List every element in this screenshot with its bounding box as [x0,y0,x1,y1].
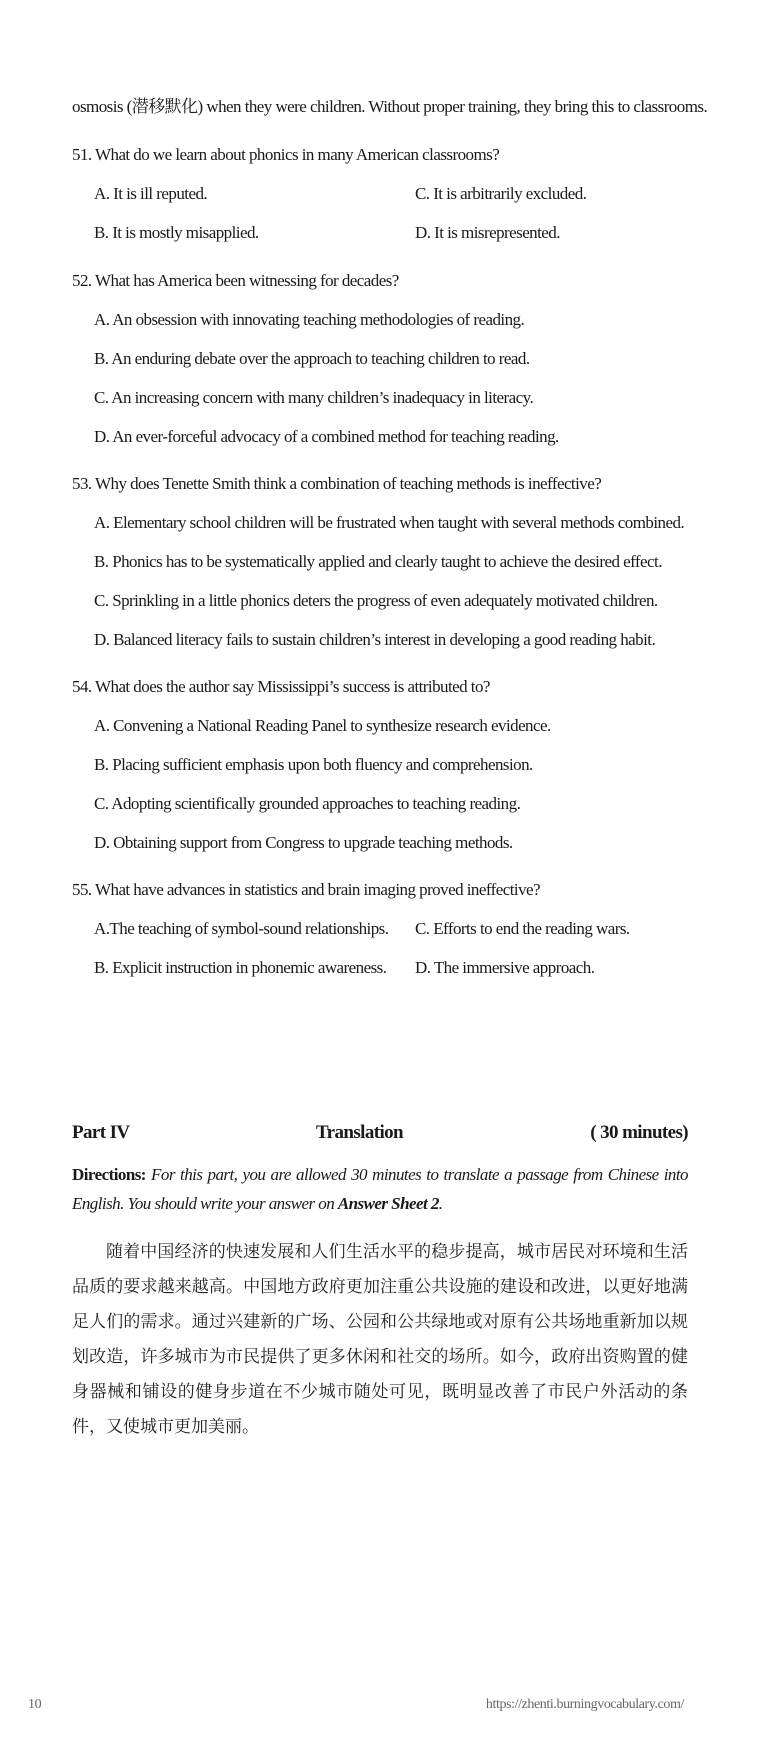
question-51-option-a[interactable]: A. It is ill reputed. [94,184,208,203]
question-52-option-a[interactable]: A. An obsession with innovating teaching methodologies of reading. [94,310,525,329]
question-55-option-c[interactable]: C. Efforts to end the reading wars. [415,919,630,938]
question-51-option-b[interactable]: B. It is mostly misapplied. [94,223,259,242]
question-51-option-c[interactable]: C. It is arbitrarily excluded. [415,184,587,203]
question-54-option-c[interactable]: C. Adopting scientifically grounded approaches to teaching reading. [94,794,521,813]
part-time: ( 30 minutes) [590,1122,688,1143]
section-heading [72,1122,688,1146]
question-53-stem: 53. Why does Tenette Smith think a combination of teaching methods is ineffective? [72,474,602,493]
question-51-stem: 51. What do we learn about phonics in many American classrooms? [72,145,500,164]
question-51-option-d[interactable]: D. It is misrepresented. [415,223,560,242]
question-55-option-b[interactable]: B. Explicit instruction in phonemic awareness. [94,958,387,977]
question-52-option-c[interactable]: C. An increasing concern with many children’s inadequacy in literacy. [94,388,534,407]
translation-passage: 随着中国经济的快速发展和人们生活水平的稳步提高，城市居民对环境和生活品质的要求越来越高。中国地方政府更加注重公共设施的建设和改进，以更好地满足人们的需求。通过兴建新的广场、公园和公共绿地或对原有公共场地重新加以规划改造，许多城市为市民提供了更多休闲和社交的场所。如今，政府出资购置的健身器械和铺设的健身步道在不少城市随处可见，既明显改善了市民户外活动的条件，又使城市更加美丽。 [72,1242,688,1437]
directions-text: For this part, you are allowed 30 minutes to translate a passage from Chinese into English. You should write your answer on [72,1165,688,1213]
question-53-option-d[interactable]: D. Balanced literacy fails to sustain children’s interest in developing a good reading habit. [94,630,656,649]
question-54-stem: 54. What does the author say Mississippi’s success is attributed to? [72,677,490,696]
directions-label: Directions: [72,1165,146,1184]
question-52-option-b[interactable]: B. An enduring debate over the approach to teaching children to read. [94,349,530,368]
question-53-option-c[interactable]: C. Sprinkling in a little phonics deters the progress of even adequately motivated children. [94,591,658,610]
question-54-option-b[interactable]: B. Placing sufficient emphasis upon both fluency and comprehension. [94,755,533,774]
intro-line: osmosis (潜移默化) when they were children. Without proper training, they bring this to classrooms. [72,97,708,116]
question-53-option-a[interactable]: A. Elementary school children will be frustrated when taught with several methods combined. [94,513,685,532]
question-53-option-b[interactable]: B. Phonics has to be systematically applied and clearly taught to achieve the desired effect. [94,552,662,571]
part-title: Translation [316,1122,404,1143]
directions [72,1160,688,1218]
page-number: 10 [28,1697,42,1712]
part-label: Part IV [72,1122,130,1143]
answer-sheet-ref: Answer Sheet 2 [337,1194,439,1213]
question-55-stem: 55. What have advances in statistics and brain imaging proved ineffective? [72,880,541,899]
footer-url[interactable]: https://zhenti.burningvocabulary.com/ [485,1697,684,1712]
question-52-stem: 52. What has America been witnessing for decades? [72,271,399,290]
question-55-option-d[interactable]: D. The immersive approach. [415,958,595,977]
directions-period: . [438,1194,443,1213]
question-52-option-d[interactable]: D. An ever-forceful advocacy of a combined method for teaching reading. [94,427,559,446]
question-54-option-a[interactable]: A. Convening a National Reading Panel to synthesize research evidence. [94,716,551,735]
question-54-option-d[interactable]: D. Obtaining support from Congress to upgrade teaching methods. [94,833,513,852]
question-55-option-a[interactable]: A.The teaching of symbol-sound relationships. [94,919,389,938]
